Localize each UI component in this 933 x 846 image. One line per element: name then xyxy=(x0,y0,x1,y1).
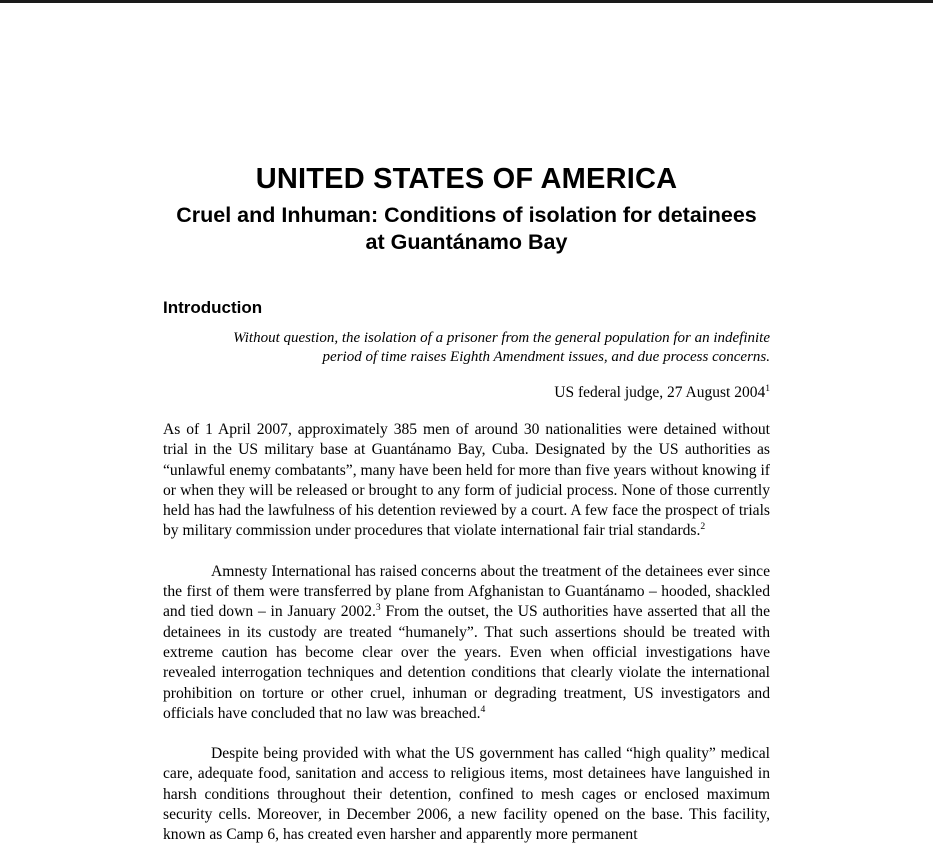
footnote-marker-1: 1 xyxy=(765,382,770,394)
epigraph-attribution xyxy=(163,383,770,402)
paragraph-2-text-part-1: Amnesty International has raised concerns about the treatment of the detainees ever since the first of them were transferred by plane from Afghanistan to Guantánamo – hooded, shackled and tied down – in January 2002. xyxy=(163,562,770,621)
footnote-marker-2: 2 xyxy=(700,521,706,533)
paragraph-1-text: As of 1 April 2007, approximately 385 men of around 30 nationalities were detained without trial in the US military base at Guantánamo Bay, Cuba. Designated by the US authorities as “unlawful enemy combatants”, many have been held for more than five years without knowing if or when they will be released or brought to any form of judicial process. None of those currently held has had the lawfulness of his detention reviewed by a court. A few face the prospect of trials by military commission under procedures that violate international fair trial standards. xyxy=(163,421,770,540)
footnote-marker-4: 4 xyxy=(480,703,486,715)
paragraph-3-text: Despite being provided with what the US government has called “high quality” medical care, adequate food, sanitation and access to religious items, most detainees have languished in harsh conditions throughout their detention, confined to mesh cages or enclosed maximum security cells. Moreover, in December 2006, a new facility opened on the base. This facility, known as Camp 6, has created even harsher and apparently more permanent xyxy=(163,745,770,844)
document-title: UNITED STATES OF AMERICA xyxy=(255,163,678,195)
title-block xyxy=(163,162,770,256)
epigraph-quote: Without question, the isolation of a prisoner from the general population for an indefinite period of time raises Eighth Amendment issues, and due process concerns. xyxy=(233,330,770,365)
document-subtitle: Cruel and Inhuman: Conditions of isolation for detainees at Guantánamo Bay xyxy=(176,203,757,254)
section-heading-introduction: Introduction xyxy=(163,298,263,317)
epigraph-attribution-text: US federal judge, 27 August 2004 xyxy=(554,384,766,401)
footnote-marker-3: 3 xyxy=(375,602,381,614)
body-paragraph-1 xyxy=(163,420,770,542)
body-paragraph-3 xyxy=(163,744,770,845)
body-paragraph-2 xyxy=(163,562,770,724)
document-content-column xyxy=(163,0,770,846)
paragraph-2-text-part-2: From the outset, the US authorities have asserted that all the detainees in its custody are treated “humanely”. That such assertions should be treated with extreme caution has become clear over the years. Even when official investigations have revealed interrogation techniques and detention conditions that clearly violate the international prohibition on torture or other cruel, inhuman or degrading treatment, US investigators and officials have concluded that no law was breached. xyxy=(163,603,771,722)
